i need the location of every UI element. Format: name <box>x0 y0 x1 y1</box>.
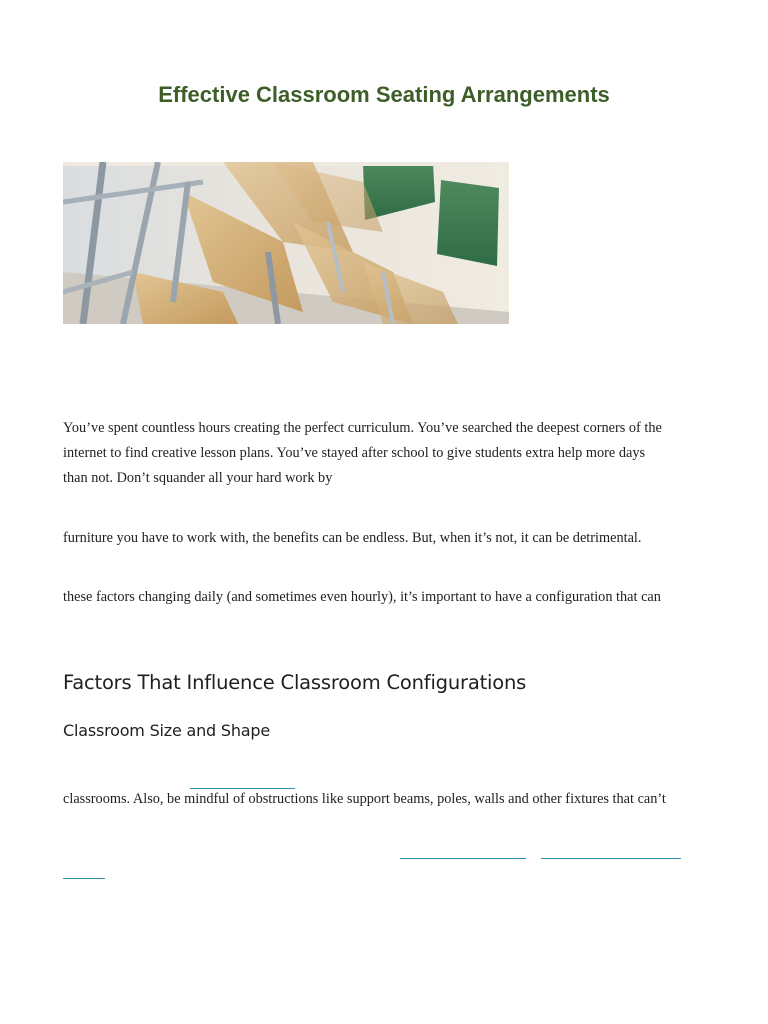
subsection-heading-size-shape: Classroom Size and Shape <box>63 721 270 740</box>
intro-line-2: internet to find creative lesson plans. You’ve stayed after school to give students extra help more days <box>63 445 646 461</box>
factors-paragraph: these factors changing daily (and sometimes even hourly), it’s important to have a configuration that can <box>63 589 661 605</box>
intro-line-1: You’ve spent countless hours creating the perfect curriculum. You’ve searched the deepest corners of the <box>63 420 662 436</box>
furniture-paragraph: furniture you have to work with, the benefits can be endless. But, when it’s not, it can be detrimental. <box>63 530 642 546</box>
hero-image <box>63 162 509 324</box>
hyperlink-underline[interactable] <box>541 858 681 859</box>
classrooms-paragraph: classrooms. Also, be mindful of obstructions like support beams, poles, walls and other fixtures that can’t <box>63 791 666 807</box>
section-heading-factors: Factors That Influence Classroom Configurations <box>63 671 527 694</box>
page-title: Effective Classroom Seating Arrangements <box>158 82 610 107</box>
intro-line-3: than not. Don’t squander all your hard work by <box>63 470 333 486</box>
hyperlink-underline[interactable] <box>63 878 105 879</box>
hyperlink-underline[interactable] <box>400 858 526 859</box>
